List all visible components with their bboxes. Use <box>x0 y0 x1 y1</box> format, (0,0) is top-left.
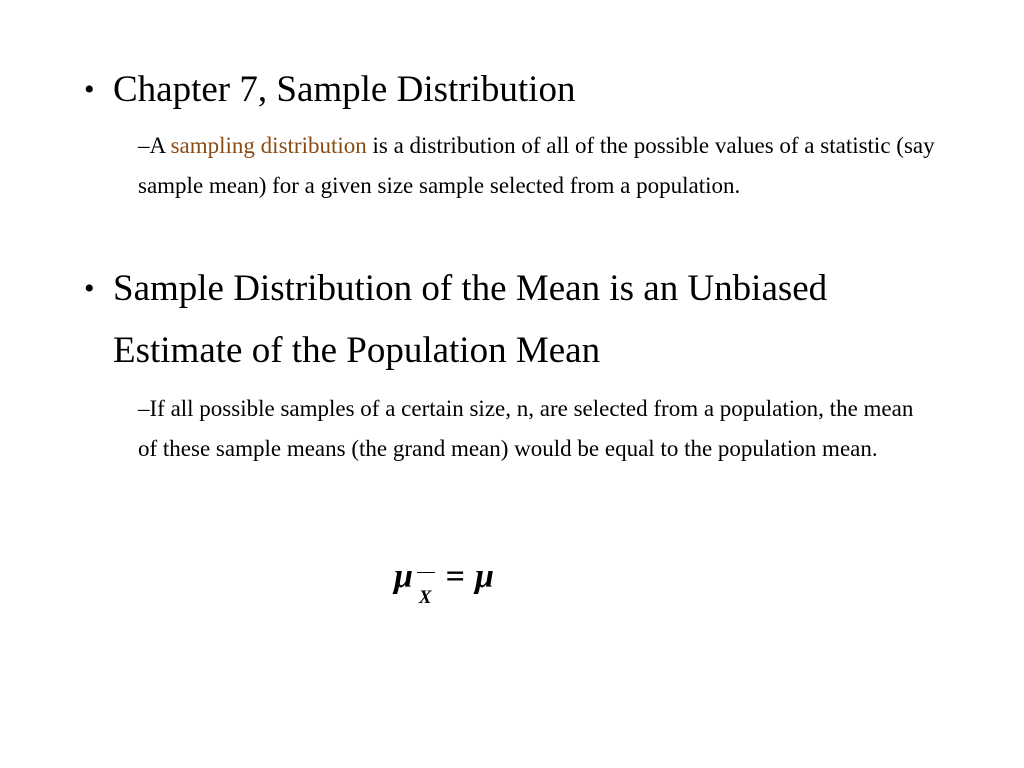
formula-subscript: X <box>418 587 432 608</box>
sub-point-sampling-distribution <box>138 126 938 206</box>
bullet-unbiased-estimate <box>84 258 913 382</box>
formula-mu-rhs: μ <box>474 558 494 595</box>
bullet-dot: • <box>84 272 95 305</box>
sub-point-prefix: –A <box>138 133 171 158</box>
sub-point-text: is a distribution of all of the possible values of a statistic (say sample mean) for a given size sample selected from a population. <box>138 133 935 198</box>
formula-subscript-x-bar <box>419 576 432 620</box>
bullet-dot: • <box>84 73 95 106</box>
mean-formula <box>394 555 494 608</box>
sub-point-text: –If all possible samples of a certain size, n, are selected from a population, the mean of these sample means (the grand mean) would be equal to the population mean. <box>138 396 914 461</box>
bullet-text: Chapter 7, Sample Distribution <box>113 69 576 110</box>
formula-mu-lhs: μ <box>394 558 413 595</box>
highlighted-term: sampling distribution <box>170 133 367 158</box>
overline <box>417 572 435 573</box>
formula-equals: = <box>445 558 465 595</box>
sub-point-grand-mean <box>138 389 938 469</box>
bullet-text: Sample Distribution of the Mean is an Unbiased Estimate of the Population Mean <box>113 268 828 371</box>
bullet-chapter-title <box>84 59 913 121</box>
